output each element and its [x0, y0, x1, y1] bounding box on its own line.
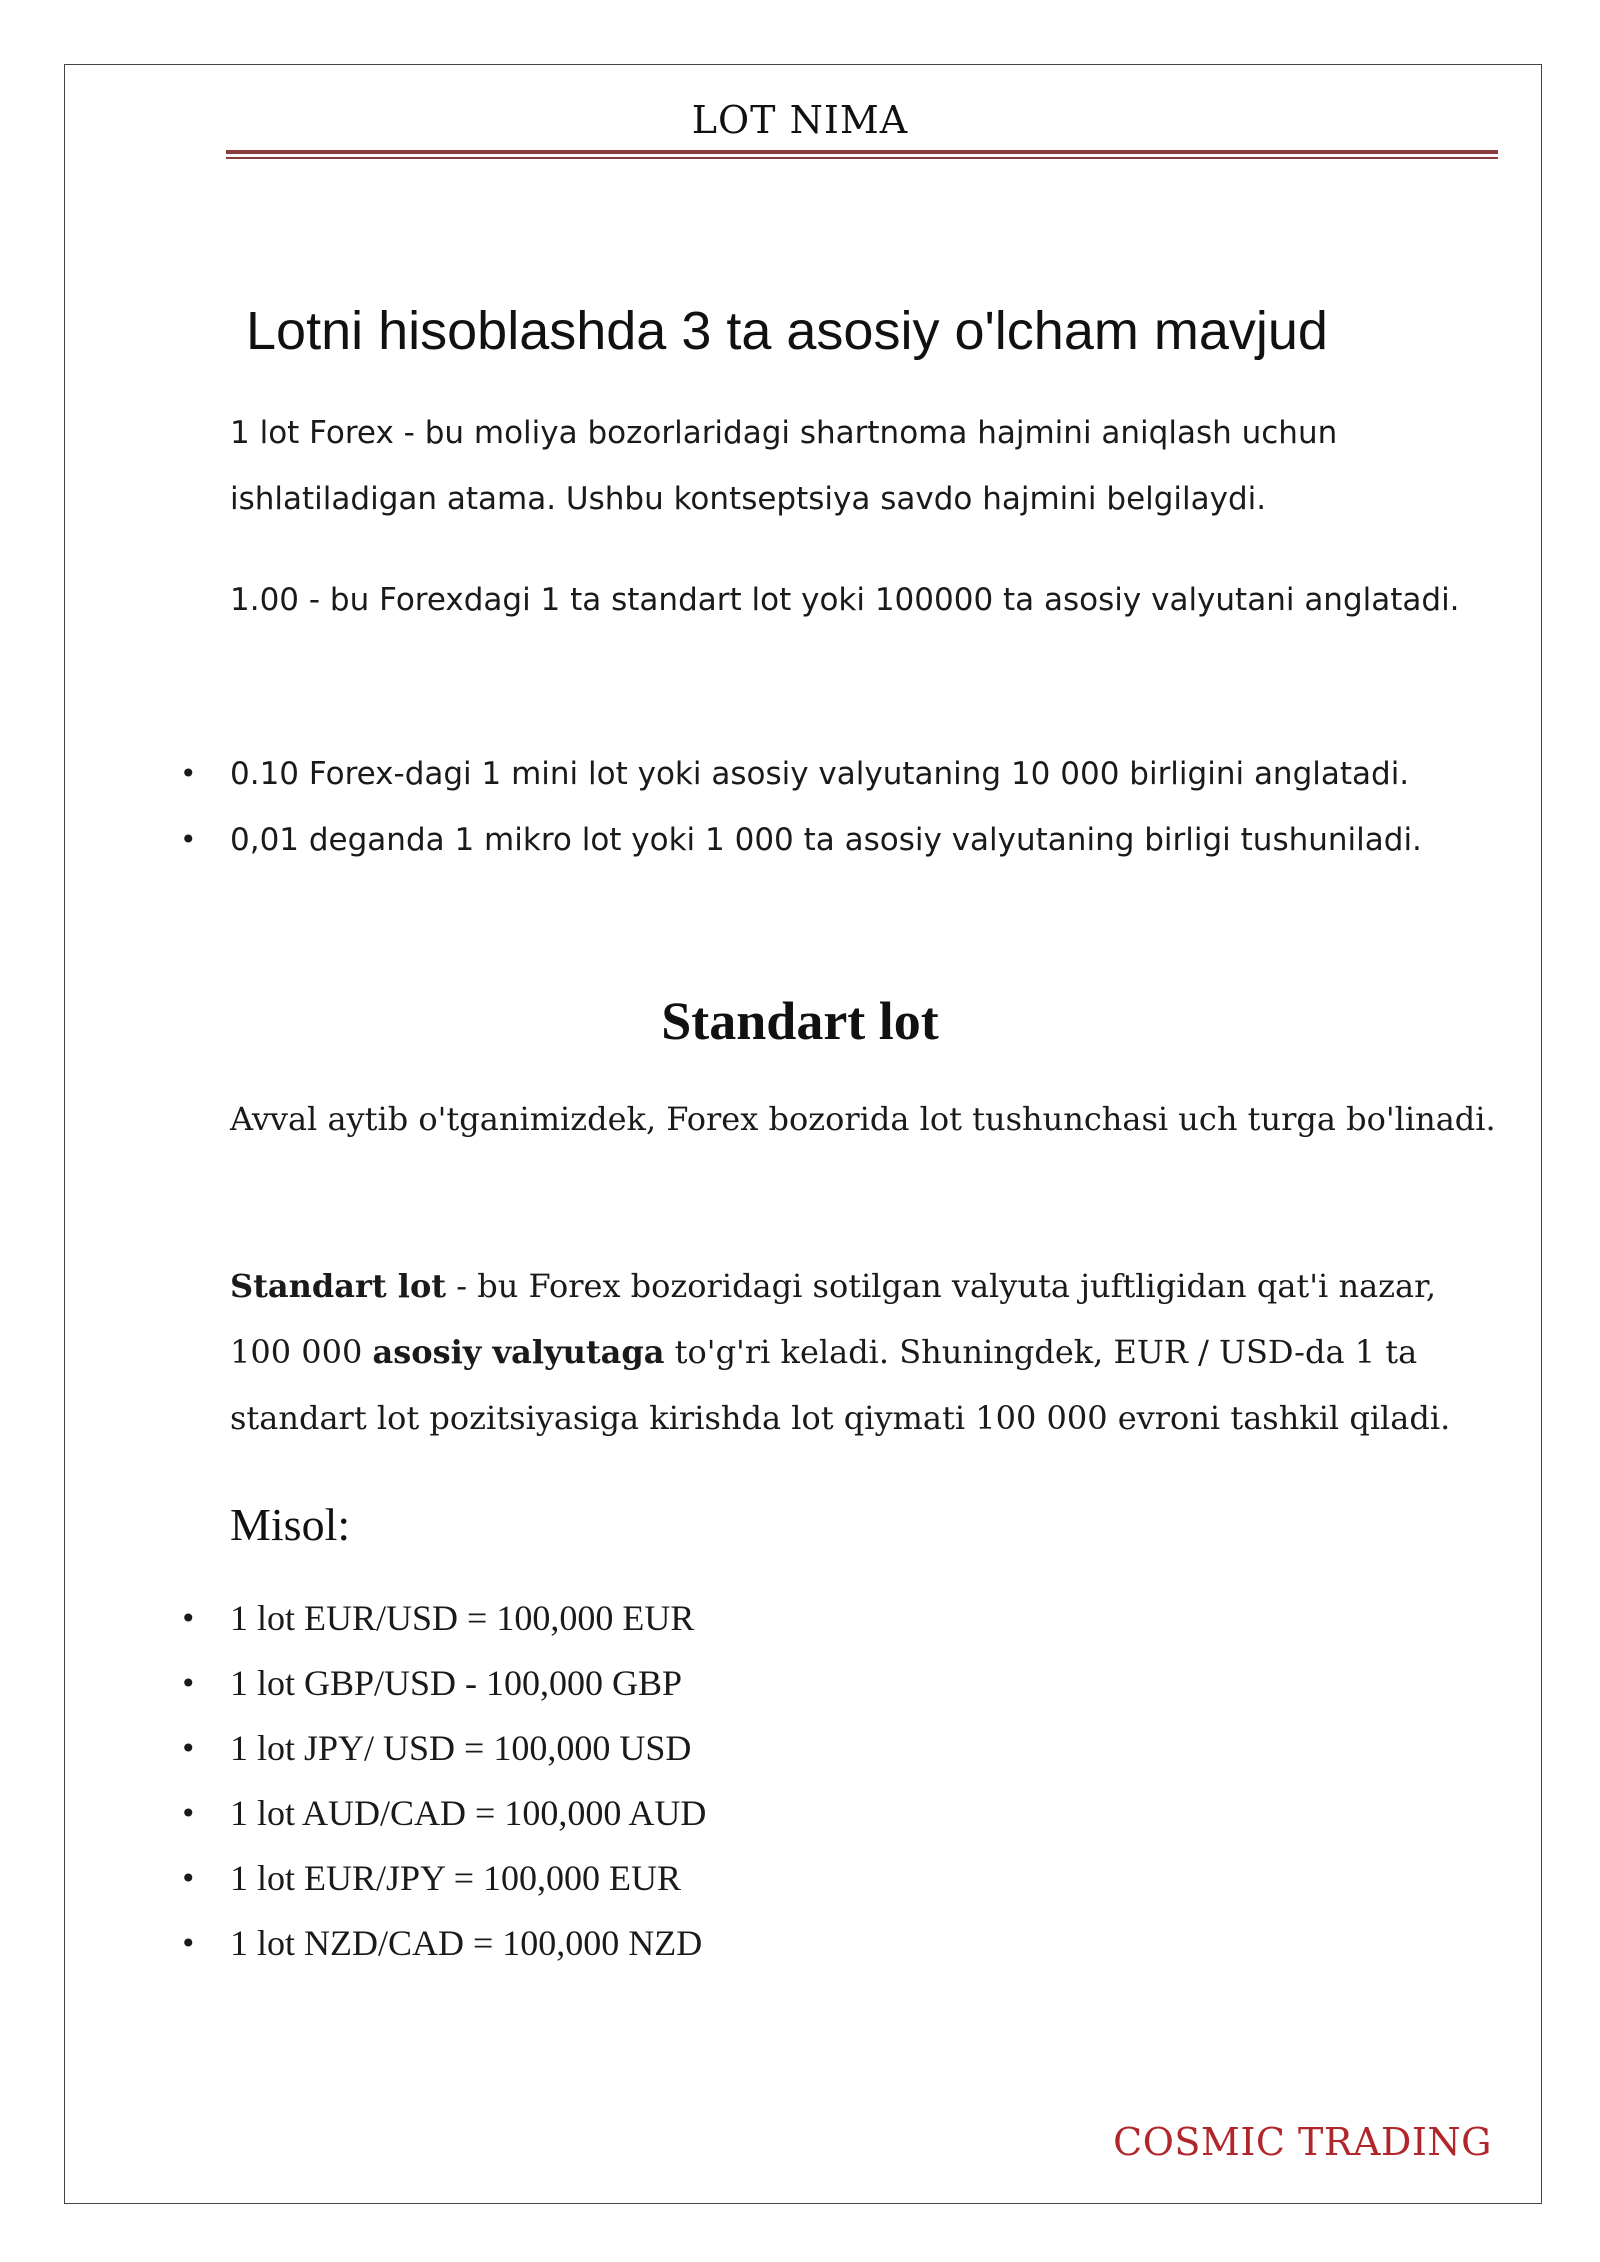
bold-term-standard-lot: Standart lot	[230, 1267, 447, 1305]
list-item: • 1 lot GBP/USD - 100,000 GBP	[230, 1651, 1530, 1716]
explanation-text-1: - bu Forex bozoridagi sotilgan valyuta juftligidan qat'i nazar, 100 000	[230, 1267, 1437, 1371]
intro-paragraph: 1 lot Forex - bu moliya bozorlaridagi shartnoma hajmini aniqlash uchun ishlatiladigan atama. Ushbu kontseptsiya savdo hajmini belgilaydi.	[230, 415, 1338, 517]
bold-term-base-currency: asosiy valyutaga	[372, 1333, 665, 1371]
list-item: • 0.10 Forex-dagi 1 mini lot yoki asosiy valyutaning 10 000 birligini anglatadi.	[230, 741, 1530, 807]
list-item: • 1 lot AUD/CAD = 100,000 AUD	[230, 1781, 1530, 1846]
list-item: • 1 lot EUR/JPY = 100,000 EUR	[230, 1846, 1530, 1911]
list-item: • 1 lot NZD/CAD = 100,000 NZD	[230, 1911, 1530, 1976]
header-title: LOT NIMA	[691, 98, 909, 142]
header-rule-thin	[226, 157, 1498, 159]
standard-lot-intro: Avval aytib o'tganimizdek, Forex bozorida lot tushunchasi uch turga bo'linadi.	[230, 1100, 1496, 1138]
explanation-text-2: to'g'ri keladi. Shuningdek, EUR / USD-da 1 ta standart lot pozitsiyasiga kirishda lot qiymati 100 000 evroni tashkil qiladi.	[230, 1333, 1451, 1437]
section-heading-lot-sizes: Lotni hisoblashda 3 ta asosiy o'lcham mavjud	[246, 301, 1328, 361]
section-heading-standard-lot: Standart lot	[661, 991, 939, 1051]
list-item: • 1 lot JPY/ USD = 100,000 USD	[230, 1716, 1530, 1781]
list-item: • 0,01 deganda 1 mikro lot yoki 1 000 ta asosiy valyutaning birligi tushuniladi.	[230, 807, 1530, 873]
list-item: • 1 lot EUR/USD = 100,000 EUR	[230, 1586, 1530, 1651]
lot-size-list	[230, 741, 1530, 873]
standard-lot-definition: 1.00 - bu Forexdagi 1 ta standart lot yoki 100000 ta asosiy valyutani anglatadi.	[230, 582, 1460, 618]
example-list	[230, 1586, 1530, 1976]
example-label: Misol:	[230, 1499, 351, 1550]
header-rule	[226, 150, 1498, 154]
standard-lot-explanation	[230, 1253, 1500, 1451]
footer-brand: COSMIC TRADING	[1113, 2120, 1492, 2164]
